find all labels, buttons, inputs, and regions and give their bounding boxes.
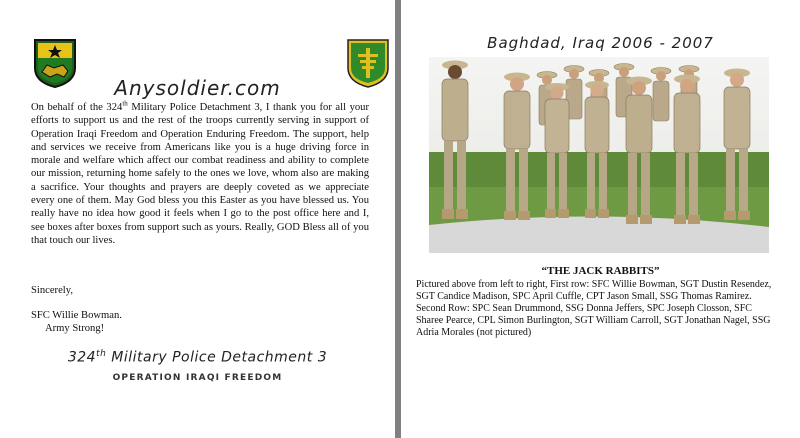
letter-text: Military Police Detachment 3, I thank you for all your efforts to support us and the rest of the troops currently serving in support of Operation Iraqi Freedom and Operation Enduring Freedom. The support, help and services we receive from Americans like you is a huge driving force in morale and welfare which affect our combat readiness and ability to complete our mission, returning home safely to the ones we love, whom also are making a sacrifice. Your thoughts and prayers are deeply coveted as we appreciate every one of them. May God bless you this Easter as you have blessed us. You really have no idea how good it feels when I go to the post office here and I, see boxes after boxes from support such as yours. Really, GOD Bless all of you that touch our lives. xyxy=(31,102,369,246)
letter-intro: On behalf of the xyxy=(31,102,107,113)
unit-title-suffix: th xyxy=(96,349,107,359)
letter-closing: Sincerely, xyxy=(31,285,73,296)
signature-motto: Army Strong! xyxy=(45,323,105,334)
operation-title: OPERATION IRAQI FREEDOM xyxy=(112,373,283,383)
unit-title-text: Military Police Detachment 3 xyxy=(106,349,328,366)
unit-title-number: 324 xyxy=(67,349,97,366)
site-title: Anysoldier.com xyxy=(114,76,281,100)
left-page xyxy=(0,0,395,438)
unit-ordinal-suffix: th xyxy=(122,99,128,108)
photo-location-title: Baghdad, Iraq 2006 - 2007 xyxy=(487,34,714,52)
letter-body xyxy=(31,101,369,247)
right-page xyxy=(401,0,800,438)
group-name: “THE JACK RABBITS” xyxy=(541,265,660,277)
signature-name: SFC Willie Bowman. xyxy=(31,310,122,321)
group-photo xyxy=(429,57,769,253)
photo-description: Pictured above from left to right, First row: SFC Willie Bowman, SGT Dustin Resendez, SGT Candice Madison, SPC April Cuffle, CPT Jason Small, SSG Thomas Ramirez. Second Row: SPC Sean Drummond, SSG Donna Jeffers, SPC Joseph Closson, SFC Sharee Pearce, CPL Simon Burlington, SGT William Carroll, SGT Jonathan Nagel, SSG Adria Morales (not pictured) xyxy=(416,279,772,338)
unit-ordinal-number: 324 xyxy=(106,102,123,113)
pavement xyxy=(429,216,769,253)
unit-title xyxy=(0,349,395,366)
